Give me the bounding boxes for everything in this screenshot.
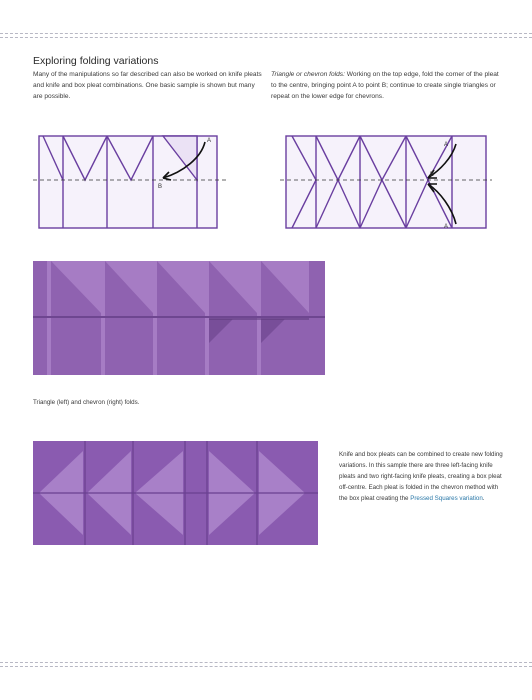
knife-box-pleat-fabric-photo [33, 441, 318, 545]
combination-caption-end: . [482, 495, 485, 502]
top-rule-second [0, 37, 532, 38]
chevron-fold-sketch [280, 128, 492, 240]
combination-caption [339, 449, 507, 504]
sketch-right-label-a-bottom: A [444, 224, 449, 230]
triangle-fold-sketch [33, 128, 226, 240]
sketch-right-label-b: B [430, 172, 435, 178]
sketch-left-label-b: B [158, 184, 163, 190]
folds-caption: Triangle (left) and chevron (right) folds. [33, 399, 140, 406]
sketch-left-label-a: A [207, 138, 212, 144]
bottom-rule [0, 662, 532, 663]
combination-caption-body: Knife and box pleats can be combined to create new folding variations. In this sample there are three left-facing knife pleats and two right-facing knife pleats, creating a box pleat off-centre. Each pleat is folded in the chevron method with the box pleat creating the [339, 451, 503, 502]
pressed-squares-link[interactable]: Pressed Squares variation [410, 495, 483, 502]
bottom-rule-second [0, 666, 532, 667]
chevron-instructions [271, 69, 503, 102]
chevron-lead: Triangle or chevron folds: [271, 71, 345, 78]
intro-paragraph: Many of the manipulations so far described can also be worked on knife pleats and knife and box pleat combinations. One basic sample is shown but many are possible. [33, 71, 262, 100]
triangle-chevron-fabric-photo [33, 261, 325, 375]
chevron-body: Working on the top edge, fold the corner of the pleat to the centre, bringing point A to point B; continue to create single triangles or repeat on the lower edge for chevrons. [271, 71, 499, 100]
top-rule [0, 33, 532, 34]
sketch-right-label-a-top: A [444, 142, 449, 148]
section-title: Exploring folding variations [33, 55, 159, 67]
